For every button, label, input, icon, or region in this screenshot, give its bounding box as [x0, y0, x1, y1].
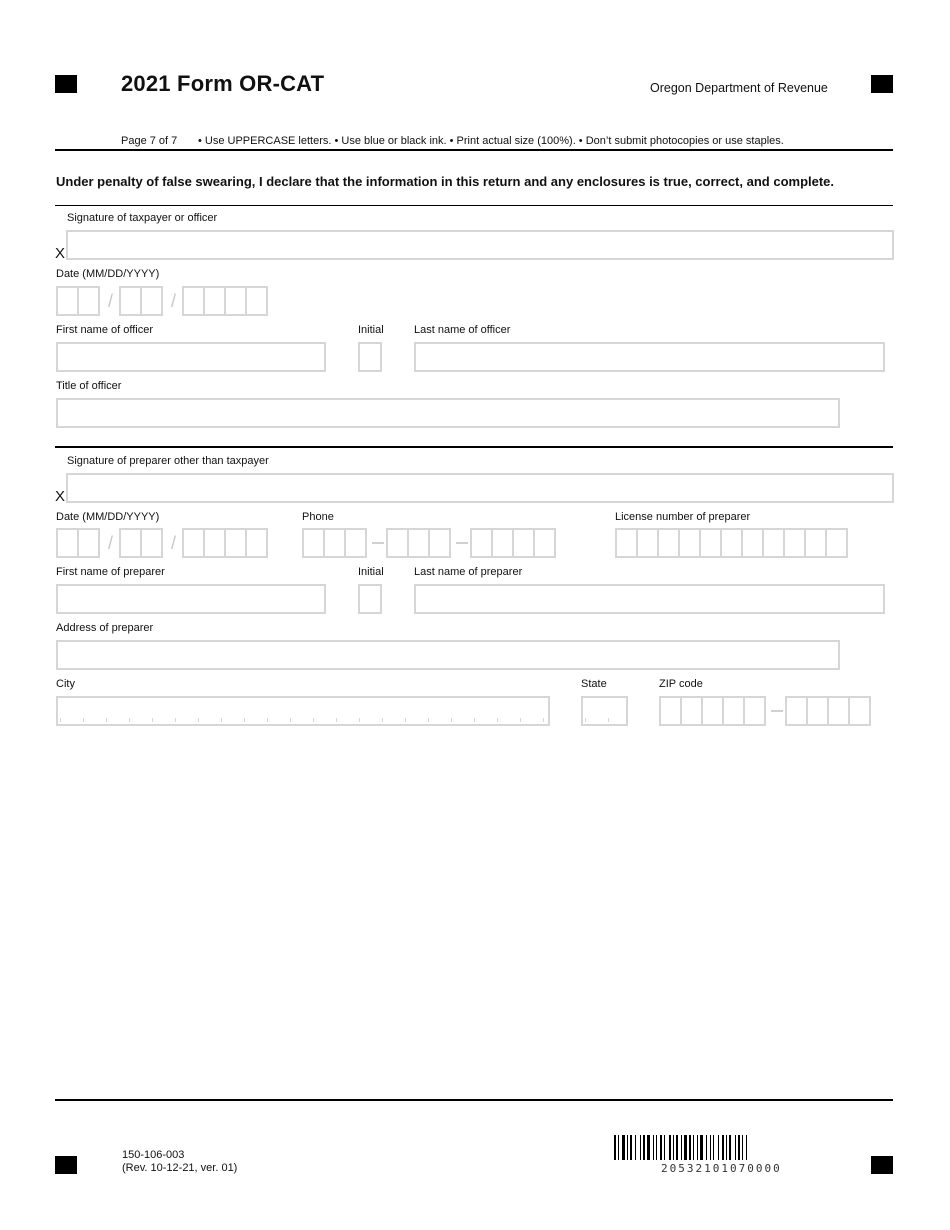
- date-separator: /: [170, 533, 176, 553]
- preparer-phone-label: Phone: [302, 511, 334, 523]
- license-cell[interactable]: [657, 528, 680, 558]
- date-cell[interactable]: [245, 528, 268, 558]
- officer-first-name-input[interactable]: [56, 342, 326, 372]
- zip-cell[interactable]: [659, 696, 682, 726]
- form-title: 2021 Form OR-CAT: [121, 71, 325, 96]
- date-cell[interactable]: [245, 286, 268, 316]
- officer-title-label: Title of officer: [56, 380, 122, 392]
- preparer-first-name-label: First name of preparer: [56, 566, 165, 578]
- phone-dash: [367, 528, 388, 558]
- taxpayer-signature-label: Signature of taxpayer or officer: [67, 212, 218, 224]
- sign-here-mark: X: [55, 488, 66, 505]
- preparer-address-label: Address of preparer: [56, 622, 154, 634]
- form-revision: (Rev. 10-12-21, ver. 01): [122, 1162, 238, 1174]
- date-cell[interactable]: [224, 528, 247, 558]
- preparer-zip-label: ZIP code: [659, 678, 703, 690]
- date-separator: /: [170, 291, 176, 311]
- preparer-first-name-input[interactable]: [56, 584, 326, 614]
- form-number: 150-106-003: [122, 1149, 185, 1161]
- zip-cell[interactable]: [743, 696, 766, 726]
- date-cell[interactable]: [182, 286, 205, 316]
- registration-mark-bottom-right: [871, 1156, 893, 1174]
- license-cell[interactable]: [720, 528, 743, 558]
- preparer-address-input[interactable]: [56, 640, 840, 670]
- preparer-city-label: City: [56, 678, 75, 690]
- preparer-initial-input[interactable]: [358, 584, 382, 614]
- officer-last-name-label: Last name of officer: [414, 324, 511, 336]
- zip-dash: [766, 696, 787, 726]
- license-cell[interactable]: [783, 528, 806, 558]
- phone-dash: [451, 528, 472, 558]
- divider: [55, 205, 893, 206]
- date-cell[interactable]: [224, 286, 247, 316]
- officer-initial-input[interactable]: [358, 342, 382, 372]
- preparer-license-label: License number of preparer: [615, 511, 751, 523]
- date-separator: /: [107, 533, 113, 553]
- phone-cell[interactable]: [386, 528, 409, 558]
- page-number: Page 7 of 7: [121, 135, 178, 147]
- officer-first-name-label: First name of officer: [56, 324, 153, 336]
- preparer-last-name-input[interactable]: [414, 584, 885, 614]
- section-rule: [55, 446, 893, 448]
- date-cell[interactable]: [77, 286, 100, 316]
- agency-name: Oregon Department of Revenue: [650, 81, 828, 95]
- taxpayer-date-field[interactable]: [56, 286, 268, 316]
- registration-mark-bottom-left: [55, 1156, 77, 1174]
- date-cell[interactable]: [203, 528, 226, 558]
- date-cell[interactable]: [203, 286, 226, 316]
- phone-cell[interactable]: [302, 528, 325, 558]
- zip-cell[interactable]: [806, 696, 829, 726]
- phone-cell[interactable]: [344, 528, 367, 558]
- license-cell[interactable]: [762, 528, 785, 558]
- license-cell[interactable]: [804, 528, 827, 558]
- zip-cell[interactable]: [848, 696, 871, 726]
- phone-cell[interactable]: [512, 528, 535, 558]
- form-instructions: • Use UPPERCASE letters. • Use blue or black ink. • Print actual size (100%). • Don’t submit photocopies or use staples.: [198, 135, 784, 147]
- preparer-signature-field[interactable]: [66, 473, 894, 503]
- phone-cell[interactable]: [323, 528, 346, 558]
- preparer-state-input[interactable]: [581, 696, 628, 726]
- date-cell[interactable]: [119, 528, 142, 558]
- preparer-state-label: State: [581, 678, 607, 690]
- officer-title-input[interactable]: [56, 398, 840, 428]
- date-cell[interactable]: [140, 528, 163, 558]
- barcode: [614, 1135, 826, 1160]
- preparer-license-field[interactable]: [615, 528, 848, 558]
- header-rule: [55, 149, 893, 151]
- phone-cell[interactable]: [491, 528, 514, 558]
- preparer-signature-label: Signature of preparer other than taxpayer: [67, 455, 269, 467]
- officer-initial-label: Initial: [358, 324, 384, 336]
- preparer-date-label: Date (MM/DD/YYYY): [56, 511, 160, 523]
- license-cell[interactable]: [699, 528, 722, 558]
- registration-mark-top-left: [55, 75, 77, 93]
- date-cell[interactable]: [140, 286, 163, 316]
- date-cell[interactable]: [56, 286, 79, 316]
- zip-cell[interactable]: [785, 696, 808, 726]
- phone-cell[interactable]: [533, 528, 556, 558]
- license-cell[interactable]: [825, 528, 848, 558]
- preparer-phone-field[interactable]: [302, 528, 556, 558]
- zip-cell[interactable]: [701, 696, 724, 726]
- declaration-text: Under penalty of false swearing, I declare that the information in this return and any enclosures is true, correct, and complete.: [56, 174, 835, 189]
- preparer-initial-label: Initial: [358, 566, 384, 578]
- license-cell[interactable]: [636, 528, 659, 558]
- date-cell[interactable]: [56, 528, 79, 558]
- taxpayer-signature-field[interactable]: [66, 230, 894, 260]
- license-cell[interactable]: [678, 528, 701, 558]
- officer-last-name-input[interactable]: [414, 342, 885, 372]
- license-cell[interactable]: [615, 528, 638, 558]
- license-cell[interactable]: [741, 528, 764, 558]
- preparer-last-name-label: Last name of preparer: [414, 566, 523, 578]
- preparer-city-input[interactable]: [56, 696, 550, 726]
- registration-mark-top-right: [871, 75, 893, 93]
- date-separator: /: [107, 291, 113, 311]
- date-cell[interactable]: [119, 286, 142, 316]
- phone-cell[interactable]: [428, 528, 451, 558]
- phone-cell[interactable]: [470, 528, 493, 558]
- zip-cell[interactable]: [722, 696, 745, 726]
- zip-cell[interactable]: [680, 696, 703, 726]
- taxpayer-date-label: Date (MM/DD/YYYY): [56, 268, 160, 280]
- sign-here-mark: X: [55, 245, 66, 262]
- phone-cell[interactable]: [407, 528, 430, 558]
- barcode-number: 20532101070000: [661, 1162, 782, 1175]
- date-cell[interactable]: [77, 528, 100, 558]
- zip-cell[interactable]: [827, 696, 850, 726]
- date-cell[interactable]: [182, 528, 205, 558]
- footer-rule: [55, 1099, 893, 1101]
- preparer-date-field[interactable]: [56, 528, 268, 558]
- preparer-zip-field[interactable]: [659, 696, 871, 726]
